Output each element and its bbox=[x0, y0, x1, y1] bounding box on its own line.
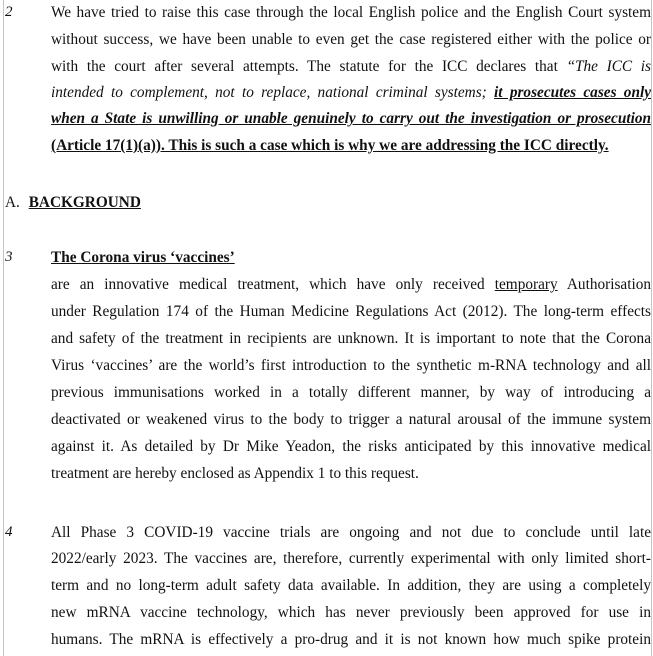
text-line: without success, we have been unable to even get the case registered either with the police or bbox=[51, 31, 651, 48]
section-title: BACKGROUND bbox=[28, 194, 141, 211]
emphasis-text: it prosecutes cases only bbox=[494, 84, 651, 101]
paragraph-number: 2 bbox=[5, 4, 13, 20]
text-line: All Phase 3 COVID-19 vaccine trials are ongoing and not due to conclude until late bbox=[51, 524, 651, 541]
paragraph-number: 3 bbox=[5, 249, 13, 265]
text-line: are an innovative medical treatment, which have only received temporary Authorisation bbox=[51, 276, 651, 293]
quote-text: intended to complement, not to replace, national criminal systems; bbox=[51, 84, 495, 101]
text-line: new mRNA vaccine technology, which has never previously been approved for use in bbox=[51, 604, 651, 621]
page-right-edge bbox=[651, 0, 652, 656]
section-heading bbox=[5, 194, 141, 212]
page-left-edge bbox=[3, 0, 4, 656]
text-line: humans. The mRNA is effectively a pro-drug and it is not known how much spike protein bbox=[51, 631, 651, 648]
text-line: term and no long-term adult safety data available. In addition, they are using a completely bbox=[51, 577, 651, 594]
text-line: and safety of the treatment in recipients are unknown. It is important to note that the Corona bbox=[51, 330, 651, 347]
text-line: with the court after several attempts. The statute for the ICC declares that “The ICC is bbox=[51, 58, 651, 75]
text-line: 2022/early 2023. The vaccines are, therefore, currently experimental with only limited short- bbox=[51, 550, 651, 567]
emphasis-text: when a State is unwilling or unable genuinely to carry out the investigation or prosecution bbox=[51, 110, 651, 127]
text-line: Virus ‘vaccines’ are the world’s first introduction to the synthetic m-RNA technology and all bbox=[51, 357, 651, 374]
paragraph-number: 4 bbox=[5, 524, 13, 540]
underlined-word: temporary bbox=[494, 276, 558, 293]
section-marker: A. bbox=[5, 194, 20, 211]
text-line: against it. As detailed by Dr Mike Yeadon, the risks anticipated by this innovative medical bbox=[51, 438, 651, 455]
text-line: under Regulation 174 of the Human Medicine Regulations Act (2012). The long-term effects bbox=[51, 303, 651, 320]
text-line: treatment are hereby enclosed as Appendix 1 to this request. bbox=[51, 465, 419, 482]
text-line: deactivated or weakened virus to the body to trigger a natural arousal of the immune system bbox=[51, 411, 651, 428]
text-line bbox=[51, 84, 651, 102]
paragraph-heading: The Corona virus ‘vaccines’ bbox=[51, 249, 235, 266]
quote-text: “The ICC is bbox=[566, 58, 651, 75]
text-line: previous immunisations worked in a totally different manner, by way of introducing a bbox=[51, 384, 651, 401]
emphasis-text: (Article 17(1)(a)). This is such a case which is why we are addressing the ICC directly. bbox=[51, 137, 609, 154]
text-line bbox=[51, 137, 651, 155]
text-line bbox=[51, 110, 651, 128]
text-line: We have tried to raise this case through the local English police and the English Court system bbox=[51, 4, 651, 21]
